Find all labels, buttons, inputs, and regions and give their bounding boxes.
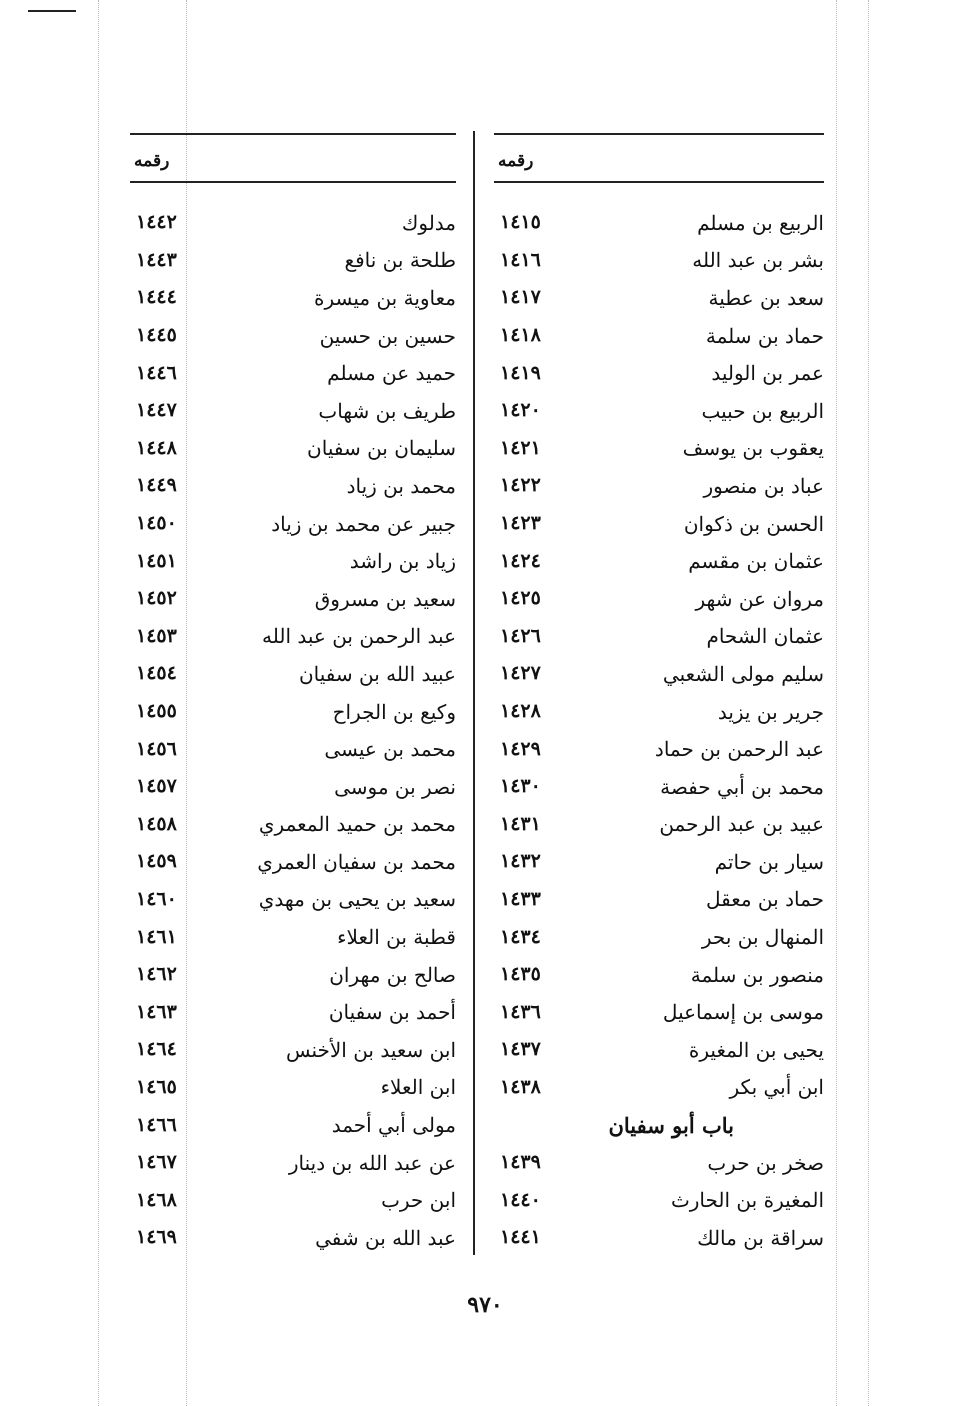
entry-number: ١٤٦٩ [136,1226,177,1249]
index-entry [130,1106,456,1144]
entry-number: ١٤٥٨ [136,812,177,835]
entry-name: سراقة بن مالك [697,1225,824,1250]
index-entry [494,505,824,543]
entry-number: ١٤٣٣ [500,887,541,910]
index-entry [494,204,824,242]
entry-name: الحسن بن ذكوان [683,511,824,536]
entry-number: ١٤٤٠ [500,1188,541,1211]
entry-name: ابن حرب [381,1188,456,1213]
index-entry [494,918,824,956]
entry-number: ١٤٢٠ [500,399,541,422]
entry-number: ١٤٣٦ [500,1000,541,1023]
entry-name: محمد بن حميد المعمري [258,812,456,837]
index-column-right [494,133,824,1257]
entry-number: ١٤٥٢ [136,587,177,610]
scan-dotted-line [98,0,99,1406]
entry-name: المغيرة بن الحارث [670,1188,824,1213]
entry-name: سعيد بن مسروق [314,586,456,611]
entry-name: حسين بن حسين [319,323,456,348]
entry-name: يعقوب بن يوسف [682,436,824,461]
section-heading [494,1106,824,1144]
index-entry [130,843,456,881]
index-entry [130,1181,456,1219]
entry-name: عثمان بن مقسم [688,549,824,574]
entry-number: ١٤٥٤ [136,662,177,685]
index-entry [130,730,456,768]
index-entry [130,1219,456,1257]
entry-number: ١٤٤٣ [136,248,177,271]
index-entry [130,430,456,468]
index-entry [130,242,456,280]
entry-name: عبد الله بن شفي [315,1225,456,1250]
entry-name: عبيد بن عبد الرحمن [659,812,824,837]
column-header [494,135,824,183]
index-entry [494,1144,824,1182]
index-entry [130,881,456,919]
entry-name: سيار بن حاتم [714,849,824,874]
entry-number: ١٤٣٥ [500,963,541,986]
entry-number: ١٤٦٧ [136,1151,177,1174]
entry-number: ١٤٣٢ [500,850,541,873]
index-entry [494,655,824,693]
index-entry [130,204,456,242]
entry-number: ١٤٥٠ [136,512,177,535]
index-entry [130,918,456,956]
index-entry [130,768,456,806]
entry-number: ١٤٦٣ [136,1000,177,1023]
entry-name: حماد بن معقل [705,887,824,912]
entry-number: ١٤٦٤ [136,1038,177,1061]
entry-number: ١٤٥٦ [136,737,177,760]
entry-name: ابن العلاء [380,1075,456,1100]
scan-dotted-line [836,0,837,1406]
entry-list [130,183,456,1257]
entry-name: بشر بن عبد الله [692,248,824,273]
entry-name: أحمد بن سفيان [328,1000,456,1025]
entry-number: ١٤٤٥ [136,324,177,347]
entry-number: ١٤٣١ [500,812,541,835]
entry-name: عثمان الشحام [706,624,824,649]
entry-name: مولى أبي أحمد [331,1113,456,1138]
index-entry [130,806,456,844]
entry-number: ١٤٦٥ [136,1075,177,1098]
entry-name: موسى بن إسماعيل [662,1000,824,1025]
entry-name: ابن أبي بكر [729,1075,824,1100]
entry-number: ١٤٥٥ [136,700,177,723]
index-entry [494,843,824,881]
index-entry [130,993,456,1031]
entry-name: المنهال بن بحر [701,925,824,950]
index-entry [494,467,824,505]
index-entry [130,618,456,656]
entry-number: ١٤٤٦ [136,361,177,384]
corner-mark [28,10,76,12]
entry-name: عبد الرحمن بن عبد الله [262,624,456,649]
entry-number: ١٤٥٩ [136,850,177,873]
entry-name: سليم مولى الشعبي [662,661,824,686]
entry-name: عن عبد الله بن دينار [288,1150,456,1175]
entry-number: ١٤٦١ [136,925,177,948]
index-entry [494,542,824,580]
entry-number: ١٤٣٤ [500,925,541,948]
index-entry [130,317,456,355]
entry-list [494,183,824,1257]
entry-number: ١٤٢٢ [500,474,541,497]
entry-name: معاوية بن ميسرة [313,285,456,310]
entry-number: ١٤٢٩ [500,737,541,760]
index-entry [494,1181,824,1219]
entry-name: الربيع بن مسلم [697,210,824,235]
entry-name: ابن سعيد بن الأخنس [285,1037,456,1062]
index-entry [494,806,824,844]
entry-name: جرير بن يزيد [717,699,824,724]
entry-number: ١٤٣٨ [500,1075,541,1098]
entry-number: ١٤٢٨ [500,700,541,723]
index-entry [130,1031,456,1069]
index-entry [130,655,456,693]
index-entry [494,768,824,806]
entry-name: مروان عن شهر [695,586,824,611]
index-entry [494,392,824,430]
index-entry [494,580,824,618]
entry-number: ١٤١٨ [500,324,541,347]
entry-name: محمد بن أبي حفصة [660,774,824,799]
entry-number: ١٤١٩ [500,361,541,384]
index-entry [130,505,456,543]
index-entry [130,354,456,392]
entry-number: ١٤٣٩ [500,1151,541,1174]
entry-name: نصر بن موسى [334,774,456,799]
entry-name: باب أبو سفيان [608,1112,734,1138]
entry-name: سعد بن عطية [708,285,824,310]
entry-number: ١٤٥٣ [136,624,177,647]
entry-name: حميد عن مسلم [327,361,456,386]
entry-name: سليمان بن سفيان [307,436,456,461]
entry-name: محمد بن عيسى [324,737,456,762]
index-entry [130,1069,456,1107]
entry-name: طريف بن شهاب [318,398,456,423]
entry-name: محمد بن سفيان العمري [257,849,456,874]
entry-name: مدلوك [401,210,456,235]
entry-number: ١٤١٥ [500,211,541,234]
entry-name: عبد الرحمن بن حماد [654,737,824,762]
entry-number: ١٤٢٦ [500,624,541,647]
entry-number: ١٤٣٠ [500,775,541,798]
column-header-label: رقمه [498,151,534,171]
index-entry [494,279,824,317]
entry-name: الربيع بن حبيب [701,398,824,423]
entry-number: ١٤٣٧ [500,1038,541,1061]
index-entry [494,693,824,731]
entry-name: طلحة بن نافع [344,248,456,273]
entry-name: صخر بن حرب [707,1150,824,1175]
entry-number: ١٤٤٧ [136,399,177,422]
entry-number: ١٤١٧ [500,286,541,309]
index-entry [494,354,824,392]
entry-number: ١٤٢١ [500,436,541,459]
index-entry [494,730,824,768]
entry-number: ١٤٤١ [500,1226,541,1249]
index-entry [494,317,824,355]
index-entry [494,1069,824,1107]
scan-dotted-line [868,0,869,1406]
index-entry [130,580,456,618]
entry-number: ١٤١٦ [500,248,541,271]
entry-name: عمر بن الوليد [711,361,824,386]
index-column-left [130,133,456,1257]
entry-number: ١٤٦٨ [136,1188,177,1211]
entry-name: جبير عن محمد بن زياد [271,511,456,536]
column-divider [473,131,475,1255]
page-number: ٩٧٠ [467,1292,503,1318]
entry-number: ١٤٤٢ [136,211,177,234]
index-entry [130,693,456,731]
index-entry [494,1219,824,1257]
index-entry [130,956,456,994]
entry-name: وكيع بن الجراح [332,699,456,724]
entry-name: محمد بن زياد [346,473,456,498]
entry-name: منصور بن سلمة [690,962,824,987]
index-entry [130,279,456,317]
index-entry [494,881,824,919]
entry-number: ١٤٤٩ [136,474,177,497]
entry-number: ١٤٤٨ [136,436,177,459]
index-entry [130,467,456,505]
index-entry [494,618,824,656]
index-entry [494,956,824,994]
entry-number: ١٤٢٤ [500,549,541,572]
column-header-label: رقمه [134,151,170,171]
entry-name: عباد بن منصور [703,473,824,498]
entry-name: حماد بن سلمة [705,323,824,348]
entry-number: ١٤٦٦ [136,1113,177,1136]
entry-number: ١٤٢٧ [500,662,541,685]
entry-name: صالح بن مهران [329,962,456,987]
entry-number: ١٤٤٤ [136,286,177,309]
entry-name: زياد بن راشد [349,549,456,574]
entry-number: ١٤٦٠ [136,887,177,910]
index-entry [494,993,824,1031]
entry-name: عبيد الله بن سفيان [298,661,456,686]
index-entry [130,392,456,430]
index-entry [130,542,456,580]
index-entry [494,242,824,280]
column-header [130,135,456,183]
entry-name: يحيى بن المغيرة [688,1037,824,1062]
entry-number: ١٤٥١ [136,549,177,572]
index-entry [494,430,824,468]
entry-name: قطبة بن العلاء [337,925,456,950]
entry-name: سعيد بن يحيى بن مهدي [258,887,456,912]
index-entry [494,1031,824,1069]
entry-number: ١٤٢٣ [500,512,541,535]
entry-number: ١٤٥٧ [136,775,177,798]
index-entry [130,1144,456,1182]
entry-number: ١٤٦٢ [136,963,177,986]
entry-number: ١٤٢٥ [500,587,541,610]
